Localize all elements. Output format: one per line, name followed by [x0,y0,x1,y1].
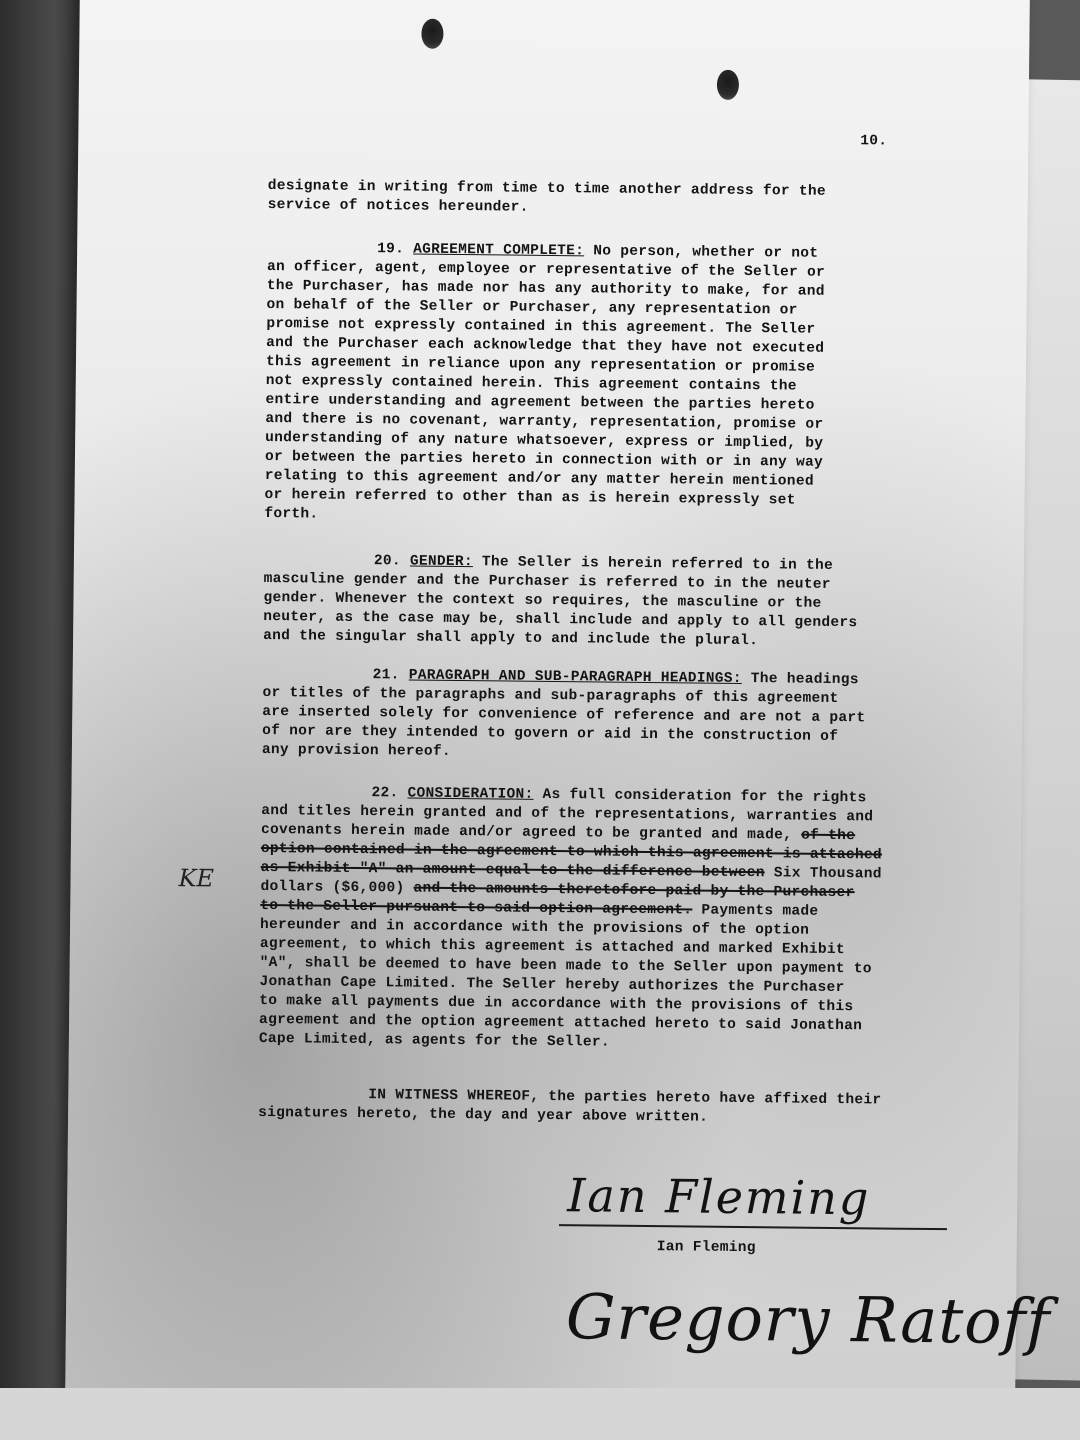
struck-text: option contained in the agreement to which this agreement is attached [260,840,883,864]
section-20 [263,551,964,653]
text-line: and the singular shall apply to and include the plural. [263,627,759,650]
intro-paragraph [268,177,968,222]
text-line: an officer, agent, employee or representative of the Seller or [266,259,826,281]
text-line: The headings [750,671,859,689]
underlying-sheet-bottom [0,1388,1080,1440]
text-line: As full consideration for the rights [542,786,867,807]
text-line: or between the parties hereto in connection with or in any way [264,448,824,471]
signature-line [559,1224,947,1230]
text-line: The Seller is herein referred to in the [481,554,834,574]
section-number: 19. [377,241,405,258]
text-line: promise not expressly contained in this agreement. The Seller [266,315,816,338]
text-line: dollars ($6,000) [260,878,405,897]
text-line: No person, whether or not [593,243,819,262]
text-line: understanding of any nature whatsoever, express or implied, by [265,429,824,452]
struck-text: and the amounts theretofore paid by the Purchaser [413,880,855,902]
text-line: forth. [264,505,319,523]
signatory-name: Ian Fleming [656,1239,756,1257]
text-line: signatures hereto, the day and year above written. [258,1104,709,1126]
section-number: 20. [373,553,402,570]
text-line: are inserted solely for convenience of reference and are not a part [262,703,866,727]
section-heading: CONSIDERATION: [407,785,534,803]
text-line: the Purchaser, has made nor has any authority to make, for and [266,277,825,300]
text-line: covenants herein made and/or agreed to be granted and made, [260,821,793,844]
section-heading: GENDER: [409,553,474,571]
text-line: hereunder and in accordance with the provisions of the option [260,916,810,939]
section-22 [259,783,962,1056]
text-line: and there is no covenant, warranty, representation, promise or [265,410,824,433]
text-line: any provision hereof. [261,741,452,760]
text-line: IN WITNESS WHEREOF, the parties hereto have affixed their [368,1087,882,1109]
text-line: Jonathan Cape Limited. The Seller hereby authorizes the Purchaser [259,973,845,997]
text-line: and titles herein granted and of the representations, warranties and [261,802,874,826]
section-heading: PARAGRAPH AND SUB-PARAGRAPH HEADINGS: [408,667,742,687]
fleming-signature: Ian Fleming [566,1168,871,1226]
text-line: or titles of the paragraphs and sub-paragraphs of this agreement [262,684,839,708]
text-line: Six Thousand [773,865,882,883]
text-line: neuter, as the case may be, shall include and apply to all genders [263,608,858,632]
text-line: entire understanding and agreement between the parties hereto [265,391,815,414]
text-line: this agreement in reliance upon any representation or promise [265,353,816,376]
text-line: "A", shall be deemed to have been made to the Seller upon payment to [259,954,872,978]
margin-initials: KE [178,864,215,893]
text-line: to make all payments due in accordance with the provisions of this [259,992,854,1016]
text-line: and the Purchaser each acknowledge that they have not executed [266,334,825,357]
text-line: on behalf of the Seller or Purchaser, any representation or [266,296,798,319]
punch-hole [421,19,443,49]
section-heading: AGREEMENT COMPLETE: [413,241,585,260]
text-line: designate in writing from time to time another address for the [267,178,826,200]
text-line: agreement, to which this agreement is attached and marked Exhibit [259,935,846,959]
text-line: Cape Limited, as agents for the Seller. [258,1030,611,1051]
section-19 [264,239,967,531]
struck-text: as Exhibit "A" an amount equal to the difference between [260,859,765,882]
struck-text: to the Seller pursuant to said option agreement. [260,897,693,919]
section-number: 22. [371,785,399,802]
ratoff-signature: Gregory Ratoff [565,1280,1051,1359]
struck-text: of the [801,827,856,845]
text-line: masculine gender and the Purchaser is referred to in the neuter [263,570,831,593]
punch-hole [717,70,739,100]
text-line: gender. Whenever the context so requires, the masculine or the [263,589,822,612]
text-line: of nor are they intended to govern or aid in the construction of [262,722,839,746]
text-line: relating to this agreement and/or any matter herein mentioned [264,467,814,490]
page-number: 10. [860,133,888,150]
section-21 [262,665,963,767]
text-line: Payments made [701,902,819,920]
text-line: agreement and the option agreement attached hereto to said Jonathan [259,1011,863,1035]
witness-clause [258,1085,958,1130]
text-line: or herein referred to other than as is herein expressly set [264,486,796,509]
contract-page [65,0,1051,1405]
text-line: not expressly contained herein. This agreement contains the [265,372,797,395]
section-number: 21. [372,667,400,684]
text-line: service of notices hereunder. [267,197,529,216]
